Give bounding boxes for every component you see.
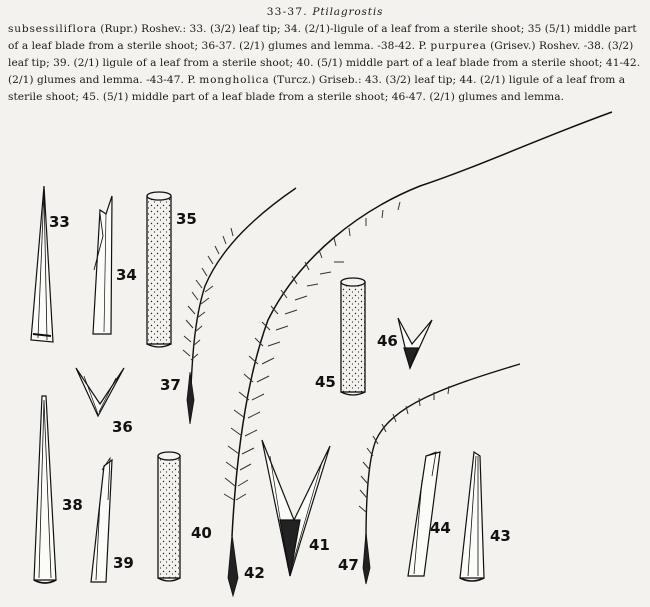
fig-33-leaf-tip: [31, 186, 53, 342]
caption-species-2: purpurea: [430, 40, 487, 52]
label-47: 47: [338, 556, 359, 574]
label-40: 40: [191, 524, 212, 542]
label-43: 43: [490, 527, 511, 545]
caption-genus-2: P.: [418, 40, 427, 52]
caption-title-genus: Ptilagrostis: [312, 6, 384, 18]
fig-38-leaf-tip: [34, 396, 56, 583]
caption-title-range: 33-37.: [266, 6, 308, 18]
label-42: 42: [244, 564, 265, 582]
label-33: 33: [49, 213, 70, 231]
label-35: 35: [176, 210, 197, 228]
label-41: 41: [309, 536, 330, 554]
caption-genus-3: P.: [187, 74, 196, 86]
caption-text-2: (Grisev.) Roshev. -38. (3/2) leaf tip; 39. (2/1) ligule of a leaf from a sterile shoot; 40. (5/1) middle part of a leaf blade from a sterile shoot; 41-42. (2/1) glumes and lemma. -43-47.: [8, 40, 641, 86]
fig-41-glumes: [262, 440, 330, 576]
label-39: 39: [113, 554, 134, 572]
fig-47-awned-floret: [359, 364, 520, 584]
fig-37-awned-floret: [183, 188, 296, 424]
fig-46-glumes: [398, 318, 432, 368]
label-44: 44: [430, 519, 451, 537]
fig-34-ligule: [93, 196, 112, 334]
label-34: 34: [116, 266, 137, 284]
label-36: 36: [112, 418, 133, 436]
label-45: 45: [315, 373, 336, 391]
caption-text-1: (Rupr.) Roshev.: 33. (3/2) leaf tip; 34. (2/1)-ligule of a leaf from a sterile shoot; 35 (5/1) middle part of a leaf blade from a sterile shoot; 36-37. (2/1) glumes and lemma. -38-42.: [8, 23, 637, 52]
caption-text-3: (Turcz.) Griseb.: 43. (3/2) leaf tip; 44. (2/1) ligule of a leaf from a sterile shoot; 45. (5/1) middle part of a leaf blade from a sterile shoot; 46-47. (2/1) glumes and lemma.: [8, 74, 626, 103]
fig-35-leaf-blade: [147, 192, 171, 347]
fig-36-glumes: [76, 368, 124, 416]
caption-species-1: subsessiliflora: [8, 23, 97, 35]
fig-40-leaf-blade: [158, 452, 180, 581]
fig-45-leaf-blade: [341, 278, 365, 395]
label-46: 46: [377, 332, 398, 350]
fig-43-leaf-tip: [460, 452, 484, 581]
fig-39-ligule: [91, 458, 112, 582]
label-37: 37: [160, 376, 181, 394]
label-38: 38: [62, 496, 83, 514]
fig-44-ligule: [408, 452, 440, 576]
caption-species-3: mongholica: [199, 74, 270, 86]
